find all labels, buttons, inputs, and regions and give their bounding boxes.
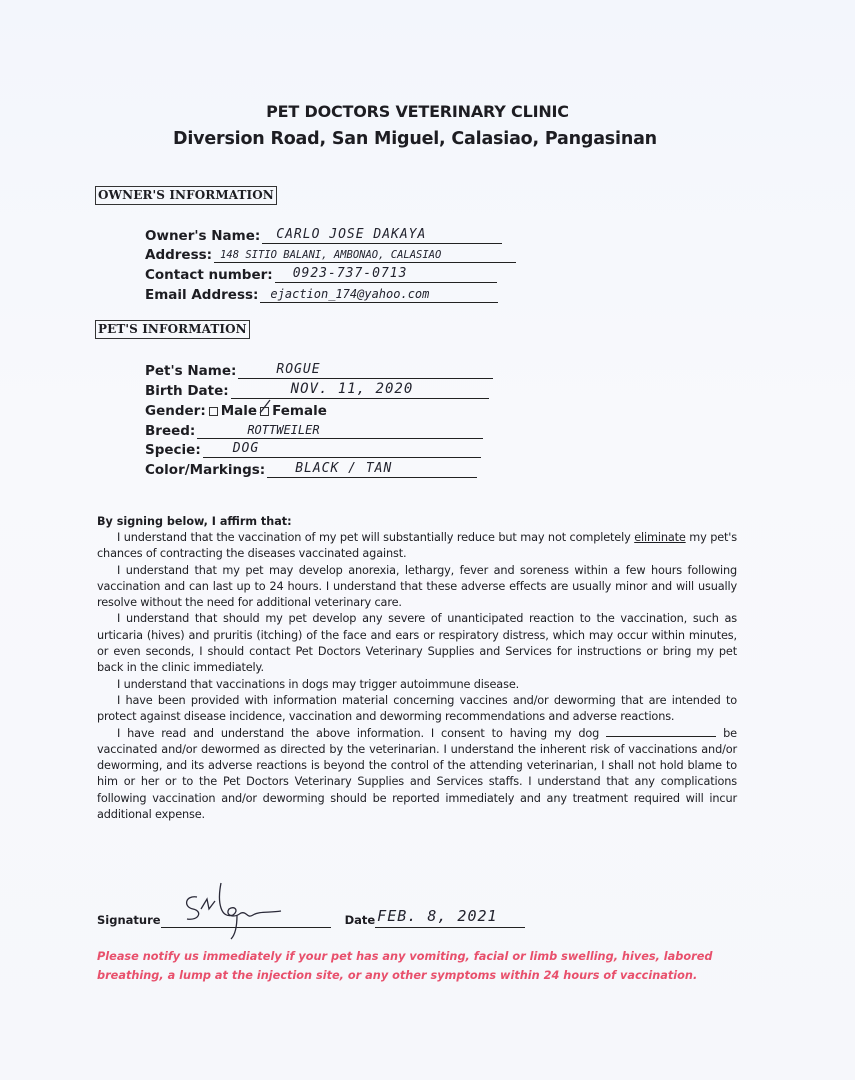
color-row	[145, 458, 477, 478]
address-label: Address:	[145, 247, 213, 263]
gender-label: Gender:	[145, 403, 206, 419]
contact-field[interactable]	[275, 262, 497, 283]
consent-paragraph-6: I have read and understand the above information. I consent to having my dog be vaccinated and/or dewormed as directed by the veterinarian. I understand the inherent risk of vaccinations and/or deworming, and its adverse reactions is beyond the control of the attending veterinarian, I shall not hold blame to him or her or to the Pet Doctors Veterinary Supplies and Services staffs. I understand that any complications following vaccination and/or deworming should be reported immediately and any treatment required will incur additional expense.	[97, 726, 737, 822]
specie-row	[145, 438, 481, 458]
email-row	[145, 283, 498, 303]
contact-value: 0923-737-0713	[292, 266, 408, 281]
handwritten-signature	[177, 879, 287, 941]
specie-field[interactable]	[203, 437, 481, 458]
owner-name-row	[145, 224, 502, 244]
affirm-title: By signing below, I affirm that:	[97, 515, 292, 528]
breed-row	[145, 419, 483, 439]
pet-name-value: ROGUE	[276, 362, 321, 377]
consent-paragraph-1: I understand that the vaccination of my pet will substantially reduce but may not completely eliminate my pet's chances of contracting the diseases vaccinated against.	[97, 531, 737, 561]
owner-name-value: CARLO JOSE DAKAYA	[276, 227, 427, 242]
contact-row	[145, 263, 497, 283]
clinic-name: PET DOCTORS VETERINARY CLINIC	[266, 102, 569, 121]
email-value: ejaction_174@yahoo.com	[270, 287, 430, 301]
male-label: Male	[220, 403, 258, 419]
breed-field[interactable]	[197, 418, 483, 439]
address-value: 148 SITIO BALANI, AMBONAO, CALASIAO	[220, 249, 442, 261]
notice-text: Please notify us immediately if your pet has any vomiting, facial or limb swelling, hives, labored breathing, a lump at the injection site, or any other symptoms within 24 hours of vaccination.	[97, 950, 713, 982]
gender-row	[145, 399, 327, 419]
color-field[interactable]	[267, 457, 477, 478]
consent-paragraph-4: I understand that vaccinations in dogs may trigger autoimmune disease.	[117, 677, 520, 691]
date-label: Date	[344, 913, 376, 927]
signature-field[interactable]	[161, 899, 331, 928]
signature-label: Signature	[97, 913, 161, 927]
consent-paragraph-2: I understand that my pet may develop anorexia, lethargy, fever and soreness within a few hours following vaccination and can last up to 24 hours. I understand that these adverse effects are usually minor and will usually resolve without the need for additional veterinary care.	[97, 563, 737, 610]
male-checkbox[interactable]	[209, 407, 218, 416]
birth-date-row	[145, 379, 489, 399]
check-mark-icon	[259, 399, 271, 415]
pet-name-label: Pet's Name:	[145, 363, 237, 379]
owner-name-field[interactable]	[262, 223, 502, 244]
specie-value: DOG	[232, 441, 260, 456]
breed-value: ROTTWEILER	[247, 423, 320, 437]
birth-date-label: Birth Date:	[145, 383, 229, 399]
pet-section-title: PET'S INFORMATION	[95, 320, 250, 339]
birth-date-value: NOV. 11, 2020	[290, 381, 414, 397]
specie-label: Specie:	[145, 442, 201, 458]
owner-section-title: OWNER'S INFORMATION	[95, 186, 277, 205]
pet-name-row	[145, 359, 493, 379]
dog-name-blank[interactable]	[606, 726, 716, 737]
consent-paragraph-3: I understand that should my pet develop any severe of unanticipated reaction to the vaccination, such as urticaria (hives) and pruritis (itching) of the face and ears or respiratory distress, which may occur within minutes, or even seconds, I should contact Pet Doctors Veterinary Supplies and Services for instructions or bring my pet back in the clinic immediately.	[97, 612, 737, 675]
owner-name-label: Owner's Name:	[145, 228, 261, 244]
pet-name-field[interactable]	[238, 358, 493, 379]
email-field[interactable]	[260, 282, 498, 303]
email-label: Email Address:	[145, 287, 259, 303]
breed-label: Breed:	[145, 423, 196, 439]
consent-paragraph-5: I have been provided with information material concerning vaccines and/or deworming that are intended to protect against disease incidence, vaccination and deworming recommendations and adverse reactions.	[97, 693, 737, 724]
signature-row	[97, 900, 525, 928]
address-row	[145, 243, 516, 263]
address-field[interactable]	[214, 242, 516, 263]
date-value: FEB. 8, 2021	[377, 907, 498, 925]
contact-label: Contact number:	[145, 267, 273, 283]
female-checkbox[interactable]	[260, 407, 269, 416]
female-label: Female	[272, 403, 327, 419]
consent-body	[97, 530, 737, 823]
birth-date-field[interactable]	[231, 378, 489, 399]
color-value: BLACK / TAN	[295, 461, 393, 476]
color-label: Color/Markings:	[145, 462, 266, 478]
clinic-address: Diversion Road, San Miguel, Calasiao, Pangasinan	[173, 129, 657, 149]
date-field[interactable]	[375, 899, 525, 928]
